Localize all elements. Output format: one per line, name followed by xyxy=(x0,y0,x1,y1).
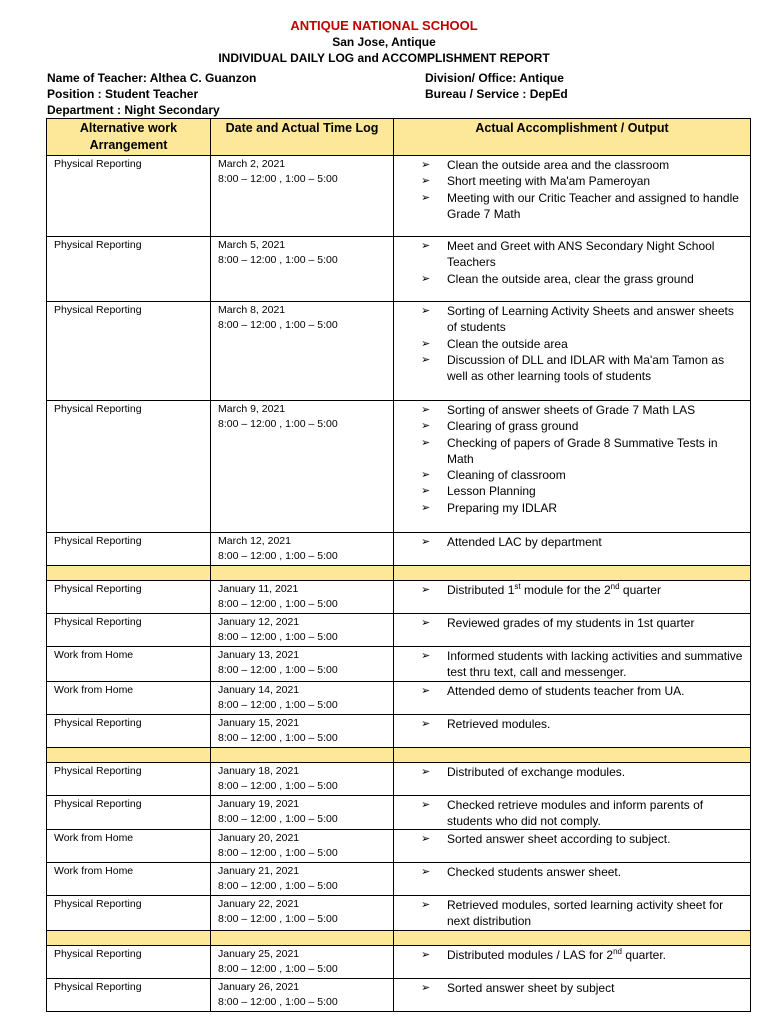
list-item xyxy=(394,271,744,287)
log-time: 8:00 – 12:00 , 1:00 – 5:00 xyxy=(218,962,338,975)
accomplishment-cell xyxy=(394,237,751,302)
arrangement-cell: Physical Reporting xyxy=(47,795,211,830)
accomplishment-text: Distributed 1st module for the 2nd quarter xyxy=(447,582,661,597)
column-header-date: Date and Actual Time Log xyxy=(211,119,394,156)
accomplishment-cell xyxy=(394,945,751,978)
accomplishment-text: Discussion of DLL and IDLAR with Ma'am Tamon as well as other learning tools of students xyxy=(447,352,725,384)
accomplishment-list xyxy=(394,157,744,222)
arrow-bullet-icon: ➢ xyxy=(421,191,431,204)
log-time: 8:00 – 12:00 , 1:00 – 5:00 xyxy=(218,598,338,610)
accomplishment-list xyxy=(394,615,744,631)
school-name: ANTIQUE NATIONAL SCHOOL xyxy=(290,18,478,33)
log-date: March 5, 2021 xyxy=(218,239,286,251)
separator-row xyxy=(47,930,751,945)
accomplishment-text: Clean the outside area xyxy=(447,336,568,351)
log-time: 8:00 – 12:00 , 1:00 – 5:00 xyxy=(218,319,338,331)
arrow-bullet-icon: ➢ xyxy=(421,501,431,514)
arrow-bullet-icon: ➢ xyxy=(421,866,431,879)
arrangement-cell: Work from Home xyxy=(47,863,211,896)
accomplishment-cell xyxy=(394,863,751,896)
log-time: 8:00 – 12:00 , 1:00 – 5:00 xyxy=(218,664,338,676)
table-body xyxy=(47,156,751,1012)
accomplishment-list xyxy=(394,238,744,287)
log-time: 8:00 – 12:00 , 1:00 – 5:00 xyxy=(218,698,338,711)
log-date: January 22, 2021 xyxy=(218,898,300,911)
accomplishment-text: Attended demo of students teacher from UA. xyxy=(447,683,685,698)
log-time: 8:00 – 12:00 , 1:00 – 5:00 xyxy=(218,995,338,1008)
accomplishment-list xyxy=(394,303,744,384)
log-date: January 19, 2021 xyxy=(218,797,300,810)
separator-cell xyxy=(211,747,394,762)
accomplishment-cell xyxy=(394,830,751,863)
date-time-cell xyxy=(211,896,394,931)
arrow-bullet-icon: ➢ xyxy=(421,436,431,449)
arrow-bullet-icon: ➢ xyxy=(421,536,431,548)
accomplishment-cell xyxy=(394,647,751,682)
accomplishment-text: Clean the outside area and the classroom xyxy=(447,158,670,172)
bureau-service: Bureau / Service : DepEd xyxy=(425,87,568,101)
log-date: March 8, 2021 xyxy=(218,304,286,316)
accomplishment-list xyxy=(394,534,744,550)
log-date: January 18, 2021 xyxy=(218,764,300,777)
accomplishment-list xyxy=(394,582,744,598)
accomplishment-list xyxy=(394,864,744,880)
date-time-cell xyxy=(211,156,394,237)
accomplishment-text: Checked retrieve modules and inform parents of students who did not comply. xyxy=(447,797,704,828)
arrow-bullet-icon: ➢ xyxy=(421,798,431,811)
accomplishment-cell xyxy=(394,581,751,614)
arrow-bullet-icon: ➢ xyxy=(421,981,431,994)
report-title: INDIVIDUAL DAILY LOG and ACCOMPLISHMENT REPORT xyxy=(218,51,550,65)
accomplishment-list xyxy=(394,897,744,930)
arrow-bullet-icon: ➢ xyxy=(421,337,431,350)
arrangement-cell: Physical Reporting xyxy=(47,896,211,931)
accomplishment-cell xyxy=(394,795,751,830)
teacher-position: Position : Student Teacher xyxy=(47,87,199,101)
arrangement-cell: Physical Reporting xyxy=(47,237,211,302)
date-time-cell xyxy=(211,681,394,714)
arrow-bullet-icon: ➢ xyxy=(421,717,431,730)
accomplishment-text: Retrieved modules, sorted learning activity sheet for next distribution xyxy=(447,898,724,929)
table-row xyxy=(47,533,751,566)
list-item xyxy=(394,402,744,418)
log-time: 8:00 – 12:00 , 1:00 – 5:00 xyxy=(218,550,338,562)
arrow-bullet-icon: ➢ xyxy=(421,469,431,482)
accomplishment-text: Checked students answer sheet. xyxy=(447,865,622,880)
list-item xyxy=(394,864,744,880)
accomplishment-text: Reviewed grades of my students in 1st quarter xyxy=(447,616,695,630)
accomplishment-cell xyxy=(394,156,751,237)
column-header-arrangement: Alternative work Arrangement xyxy=(47,119,211,156)
table-row xyxy=(47,681,751,714)
date-time-cell xyxy=(211,401,394,533)
separator-row xyxy=(47,747,751,762)
list-item xyxy=(394,435,744,468)
table-row xyxy=(47,302,751,401)
table-row xyxy=(47,614,751,647)
table-row xyxy=(47,647,751,682)
arrangement-cell: Physical Reporting xyxy=(47,978,211,1011)
date-time-cell xyxy=(211,533,394,566)
list-item xyxy=(394,418,744,434)
log-date: January 26, 2021 xyxy=(218,980,300,993)
date-time-cell xyxy=(211,762,394,795)
list-item xyxy=(394,764,744,780)
table-header-row xyxy=(47,119,751,156)
arrangement-cell: Physical Reporting xyxy=(47,401,211,533)
accomplishment-cell xyxy=(394,714,751,747)
date-time-cell xyxy=(211,714,394,747)
separator-cell xyxy=(394,566,751,581)
accomplishment-cell xyxy=(394,762,751,795)
table-row xyxy=(47,945,751,978)
log-time: 8:00 – 12:00 , 1:00 – 5:00 xyxy=(218,173,338,185)
date-time-cell xyxy=(211,863,394,896)
accomplishment-cell xyxy=(394,614,751,647)
table-row xyxy=(47,795,751,830)
table-row xyxy=(47,762,751,795)
arrow-bullet-icon: ➢ xyxy=(421,617,431,629)
accomplishment-text: Distributed of exchange modules. xyxy=(447,764,626,779)
accomplishment-list xyxy=(394,831,744,847)
accomplishment-text: Clean the outside area, clear the grass ground xyxy=(447,271,694,286)
log-time: 8:00 – 12:00 , 1:00 – 5:00 xyxy=(218,913,338,926)
list-item xyxy=(394,336,744,352)
accomplishment-cell xyxy=(394,896,751,931)
separator-cell xyxy=(394,747,751,762)
arrangement-cell: Physical Reporting xyxy=(47,533,211,566)
separator-cell xyxy=(47,930,211,945)
arrow-bullet-icon: ➢ xyxy=(421,765,431,778)
column-header-accomplishment: Actual Accomplishment / Output xyxy=(394,119,751,156)
log-time: 8:00 – 12:00 , 1:00 – 5:00 xyxy=(218,418,338,430)
table-row xyxy=(47,978,751,1011)
arrow-bullet-icon: ➢ xyxy=(421,240,431,252)
arrangement-cell: Physical Reporting xyxy=(47,156,211,237)
accomplishment-text: Preparing my IDLAR xyxy=(447,500,558,515)
arrow-bullet-icon: ➢ xyxy=(421,948,431,961)
accomplishment-list xyxy=(394,716,744,732)
log-date: January 14, 2021 xyxy=(218,683,300,696)
log-time: 8:00 – 12:00 , 1:00 – 5:00 xyxy=(218,880,338,893)
separator-cell xyxy=(394,930,751,945)
log-date: March 2, 2021 xyxy=(218,158,286,170)
accomplishment-list xyxy=(394,980,744,996)
list-item xyxy=(394,352,744,385)
arrangement-cell: Work from Home xyxy=(47,830,211,863)
separator-cell xyxy=(47,566,211,581)
list-item xyxy=(394,648,744,681)
list-item xyxy=(394,238,744,271)
log-time: 8:00 – 12:00 , 1:00 – 5:00 xyxy=(218,631,338,643)
separator-cell xyxy=(211,930,394,945)
accomplishment-text: Checking of papers of Grade 8 Summative Tests in Math xyxy=(447,435,718,466)
accomplishment-text: Meeting with our Critic Teacher and assigned to handle Grade 7 Math xyxy=(447,190,739,221)
table-row xyxy=(47,581,751,614)
date-time-cell xyxy=(211,237,394,302)
table-row xyxy=(47,830,751,863)
log-date: January 25, 2021 xyxy=(218,947,300,960)
arrangement-cell: Physical Reporting xyxy=(47,762,211,795)
list-item xyxy=(394,173,744,189)
accomplishment-cell xyxy=(394,978,751,1011)
list-item xyxy=(394,947,744,963)
list-item xyxy=(394,716,744,732)
accomplishment-list xyxy=(394,402,744,516)
accomplishment-cell xyxy=(394,533,751,566)
list-item xyxy=(394,897,744,930)
arrangement-cell: Physical Reporting xyxy=(47,581,211,614)
separator-row xyxy=(47,566,751,581)
arrangement-cell: Physical Reporting xyxy=(47,614,211,647)
arrow-bullet-icon: ➢ xyxy=(421,305,431,317)
arrow-bullet-icon: ➢ xyxy=(421,404,431,416)
accomplishment-text: Distributed modules / LAS for 2nd quarter. xyxy=(447,946,667,962)
table-row xyxy=(47,156,751,237)
arrow-bullet-icon: ➢ xyxy=(421,159,431,171)
accomplishment-text: Clearing of grass ground xyxy=(447,419,579,434)
date-time-cell xyxy=(211,830,394,863)
arrangement-cell: Physical Reporting xyxy=(47,945,211,978)
accomplishment-text: Short meeting with Ma'am Pameroyan xyxy=(447,174,651,189)
arrow-bullet-icon: ➢ xyxy=(421,833,431,846)
log-date: January 20, 2021 xyxy=(218,832,300,845)
arrow-bullet-icon: ➢ xyxy=(421,899,431,912)
log-date: January 21, 2021 xyxy=(218,865,300,878)
list-item xyxy=(394,831,744,847)
accomplishment-text: Lesson Planning xyxy=(447,484,536,499)
log-date: March 12, 2021 xyxy=(218,535,291,547)
accomplishment-list xyxy=(394,764,744,780)
accomplishment-list xyxy=(394,648,744,681)
accomplishment-text: Attended LAC by department xyxy=(447,535,602,549)
list-item xyxy=(394,615,744,631)
list-item xyxy=(394,500,744,516)
accomplishment-cell xyxy=(394,681,751,714)
teacher-department: Department : Night Secondary xyxy=(47,103,220,117)
accomplishment-table xyxy=(46,118,751,1012)
log-date: January 13, 2021 xyxy=(218,649,300,661)
accomplishment-cell xyxy=(394,302,751,401)
table-row xyxy=(47,401,751,533)
log-time: 8:00 – 12:00 , 1:00 – 5:00 xyxy=(218,731,338,744)
date-time-cell xyxy=(211,581,394,614)
log-time: 8:00 – 12:00 , 1:00 – 5:00 xyxy=(218,254,338,266)
accomplishment-text: Informed students with lacking activities and summative test thru text, call and messenger. xyxy=(447,649,743,680)
arrangement-cell: Work from Home xyxy=(47,647,211,682)
log-date: March 9, 2021 xyxy=(218,403,286,415)
list-item xyxy=(394,797,744,830)
arrangement-cell: Physical Reporting xyxy=(47,714,211,747)
accomplishment-text: Sorting of answer sheets of Grade 7 Math LAS xyxy=(447,403,696,417)
accomplishment-text: Cleaning of classroom xyxy=(447,468,566,483)
accomplishment-cell xyxy=(394,401,751,533)
list-item xyxy=(394,534,744,550)
list-item xyxy=(394,303,744,336)
table-row xyxy=(47,237,751,302)
accomplishment-list xyxy=(394,797,744,830)
log-time: 8:00 – 12:00 , 1:00 – 5:00 xyxy=(218,779,338,792)
arrow-bullet-icon: ➢ xyxy=(421,175,431,188)
table-row xyxy=(47,863,751,896)
list-item xyxy=(394,582,744,598)
teacher-name: Name of Teacher: Althea C. Guanzon xyxy=(47,71,257,85)
arrangement-cell: Work from Home xyxy=(47,681,211,714)
accomplishment-list xyxy=(394,683,744,699)
date-time-cell xyxy=(211,302,394,401)
table-row xyxy=(47,714,751,747)
list-item xyxy=(394,467,744,483)
log-date: January 12, 2021 xyxy=(218,616,300,628)
arrow-bullet-icon: ➢ xyxy=(421,272,431,285)
accomplishment-list xyxy=(394,947,744,963)
log-date: January 11, 2021 xyxy=(218,583,299,595)
arrow-bullet-icon: ➢ xyxy=(421,650,431,662)
log-date: January 15, 2021 xyxy=(218,716,300,729)
log-time: 8:00 – 12:00 , 1:00 – 5:00 xyxy=(218,847,338,860)
list-item xyxy=(394,190,744,223)
accomplishment-text: Meet and Greet with ANS Secondary Night School Teachers xyxy=(447,239,715,270)
accomplishment-text: Sorted answer sheet according to subject. xyxy=(447,832,671,847)
list-item xyxy=(394,980,744,996)
accomplishment-text: Sorted answer sheet by subject xyxy=(447,980,615,995)
school-location: San Jose, Antique xyxy=(332,35,436,49)
teacher-info-left xyxy=(47,70,256,118)
arrangement-cell: Physical Reporting xyxy=(47,302,211,401)
date-time-cell xyxy=(211,647,394,682)
arrow-bullet-icon: ➢ xyxy=(421,420,431,433)
accomplishment-text: Sorting of Learning Activity Sheets and answer sheets of students xyxy=(447,304,734,335)
arrow-bullet-icon: ➢ xyxy=(421,353,431,366)
list-item xyxy=(394,683,744,699)
list-item xyxy=(394,483,744,499)
arrow-bullet-icon: ➢ xyxy=(421,684,431,697)
log-time: 8:00 – 12:00 , 1:00 – 5:00 xyxy=(218,812,338,825)
teacher-info-right xyxy=(425,70,568,102)
report-header xyxy=(0,18,768,66)
date-time-cell xyxy=(211,978,394,1011)
accomplishment-text: Retrieved modules. xyxy=(447,716,551,731)
separator-cell xyxy=(211,566,394,581)
arrow-bullet-icon: ➢ xyxy=(421,584,431,596)
arrow-bullet-icon: ➢ xyxy=(421,485,431,498)
date-time-cell xyxy=(211,795,394,830)
division-office: Division/ Office: Antique xyxy=(425,71,564,85)
date-time-cell xyxy=(211,614,394,647)
list-item xyxy=(394,157,744,173)
separator-cell xyxy=(47,747,211,762)
table-row xyxy=(47,896,751,931)
date-time-cell xyxy=(211,945,394,978)
